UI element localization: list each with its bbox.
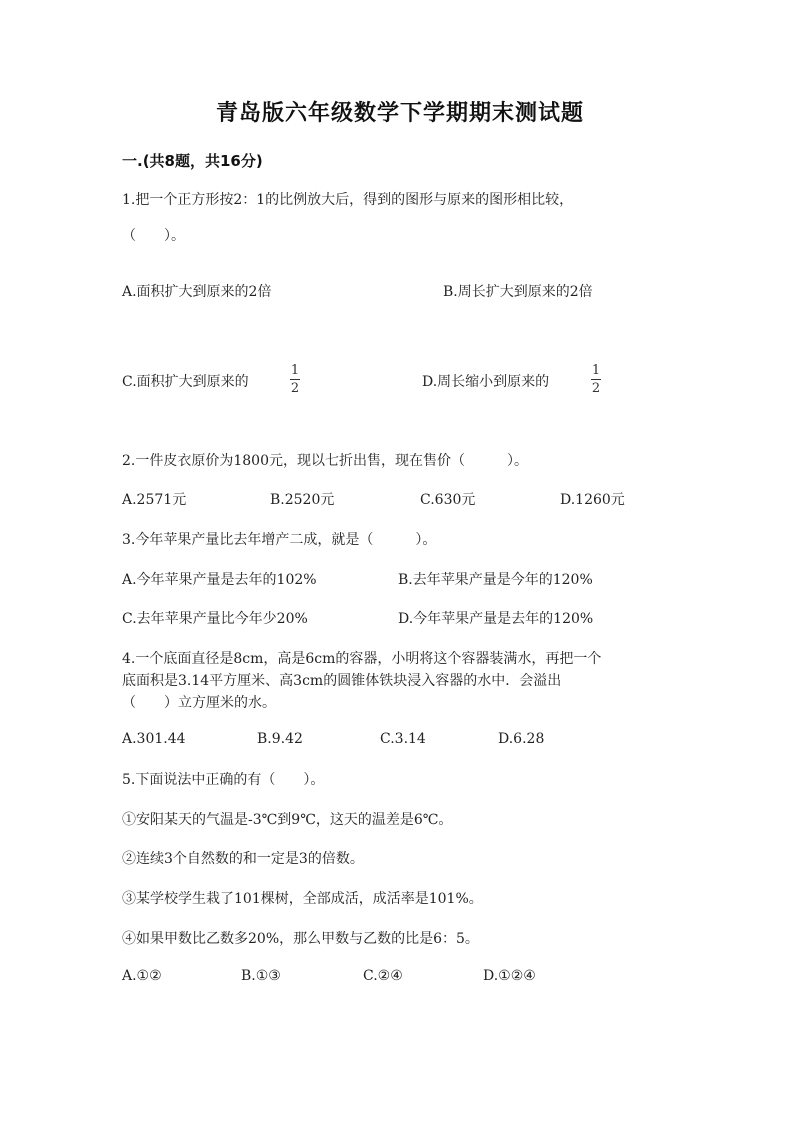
q5-option-d: D.①②④: [483, 968, 536, 984]
q5-option-b: B.①③: [241, 968, 281, 984]
q3-option-b: B.去年苹果产量是今年的120%: [398, 572, 593, 588]
q1-option-d: D.周长缩小到原来的: [422, 374, 550, 390]
q1-stem-line1: 1.把一个正方形按2：1的比例放大后，得到的图形与原来的图形相比较，: [122, 192, 574, 208]
q3-option-c: C.去年苹果产量比今年少20%: [122, 611, 308, 627]
fraction-numerator: 1: [591, 363, 601, 378]
q4-option-b: B.9.42: [257, 731, 303, 747]
q1-option-c: C.面积扩大到原来的: [122, 374, 249, 390]
q1-option-a: A.面积扩大到原来的2倍: [122, 284, 272, 300]
q3-option-d: D.今年苹果产量是去年的120%: [398, 611, 594, 627]
q4-stem-line1: 4.一个底面直径是8cm，高是6cm的容器，小明将这个容器装满水，再把一个: [122, 651, 602, 667]
q2-option-b: B.2520元: [270, 492, 335, 508]
q5-option-c: C.②④: [363, 968, 403, 984]
fraction-denominator: 2: [290, 381, 300, 396]
q5-statement-2: ②连续3个自然数的和一定是3的倍数。: [122, 851, 364, 867]
q2-stem: 2.一件皮衣原价为1800元，现以七折出售，现在售价（ ）。: [122, 453, 528, 469]
q4-option-d: D.6.28: [498, 731, 545, 747]
q3-option-a: A.今年苹果产量是去年的102%: [122, 572, 317, 588]
fraction-denominator: 2: [591, 381, 601, 396]
q5-statement-1: ①安阳某天的气温是-3℃到9℃，这天的温差是6℃。: [122, 812, 453, 828]
q5-option-a: A.①②: [122, 968, 162, 984]
q5-stem: 5.下面说法中正确的有（ ）。: [122, 772, 325, 788]
fraction-numerator: 1: [290, 363, 300, 378]
q5-statement-3: ③某学校学生栽了101棵树，全部成活，成活率是101%。: [122, 891, 483, 907]
q2-option-a: A.2571元: [122, 492, 187, 508]
page-title: 青岛版六年级数学下学期期末测试题: [215, 101, 584, 126]
q4-option-c: C.3.14: [380, 731, 426, 747]
q4-stem-line3: （ ）立方厘米的水。: [122, 695, 276, 711]
q1-stem-line2: （ ）。: [122, 228, 185, 244]
q1-option-b: B.周长扩大到原来的2倍: [443, 284, 593, 300]
q2-option-d: D.1260元: [560, 492, 625, 508]
q4-stem-line2: 底面积是3.14平方厘米、高3cm的圆锥体铁块浸入容器的水中．会溢出: [122, 673, 562, 689]
q3-stem: 3.今年苹果产量比去年增产二成，就是（ ）。: [122, 532, 437, 548]
q1-option-c-fraction: [290, 363, 300, 396]
q4-option-a: A.301.44: [122, 731, 186, 747]
q5-statement-4: ④如果甲数比乙数多20%，那么甲数与乙数的比是6：5。: [122, 931, 479, 947]
q1-option-d-fraction: [591, 363, 601, 396]
section-heading: 一.(共8题，共16分): [122, 152, 263, 170]
q2-option-c: C.630元: [420, 492, 476, 508]
